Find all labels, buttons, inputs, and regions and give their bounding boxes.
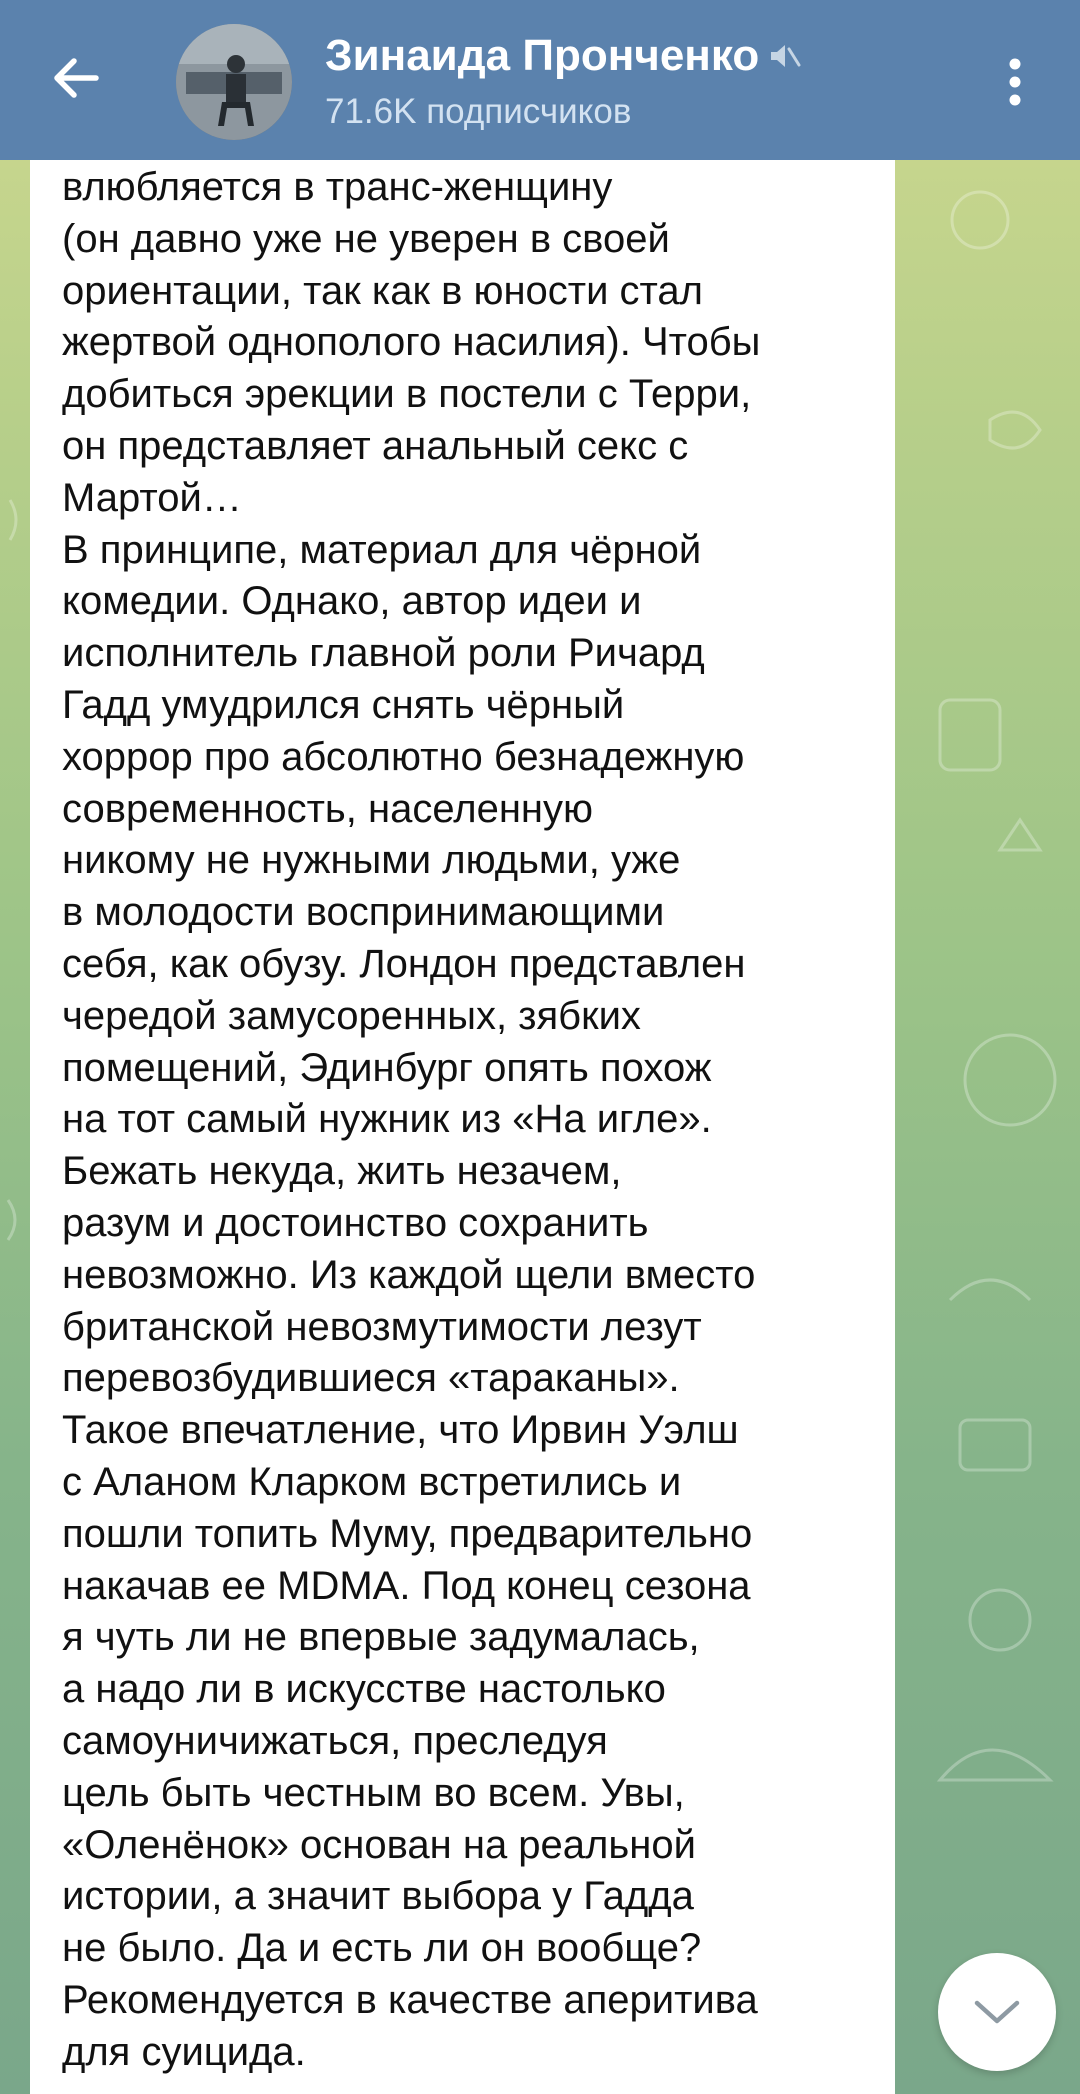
message-line: цель быть честным во всем. Увы, xyxy=(62,1770,685,1815)
message-line: хоррор про абсолютно безнадежную xyxy=(62,734,745,779)
message-line: современность, населенную xyxy=(62,786,594,831)
arrow-left-icon xyxy=(50,52,102,104)
message-line: Рекомендуется в качестве аперитива xyxy=(62,1977,758,2022)
message-line: с Аланом Кларком встретились и xyxy=(62,1459,682,1504)
message-line: себя, как обузу. Лондон представлен xyxy=(62,941,746,986)
message-line: перевозбудившиеся «тараканы». xyxy=(62,1356,680,1401)
subscriber-count: 71.6K подписчиков xyxy=(325,92,632,131)
message-line: В принципе, материал для чёрной xyxy=(62,527,702,572)
message-line: я чуть ли не впервые задумалась, xyxy=(62,1615,700,1660)
more-vertical-icon xyxy=(1005,56,1025,108)
message-line: жертвой однополого насилия). Чтобы xyxy=(62,320,761,365)
message-line: в молодости воспринимающими xyxy=(62,890,665,935)
message-line: истории, а значит выбора у Гадда xyxy=(62,1874,694,1919)
channel-name: Зинаида Пронченко xyxy=(325,31,760,80)
message-line: Мартой… xyxy=(62,475,242,520)
message-line: исполнитель главной роли Ричард xyxy=(62,631,705,676)
message-line: ориентации, так как в юности стал xyxy=(62,268,704,313)
message-line: невозможно. Из каждой щели вместо xyxy=(62,1252,756,1297)
message-line: на тот самый нужник из «На игле». xyxy=(62,1097,712,1142)
message-text xyxy=(62,162,892,2078)
message-line: (он давно уже не уверен в своей xyxy=(62,216,670,261)
message-line: Гадд умудрился снять чёрный xyxy=(62,682,625,727)
message-line: чередой замусоренных, зябких xyxy=(62,993,641,1038)
message-line: накачав ее MDMA. Под конец сезона xyxy=(62,1563,751,1608)
message-line: самоуничижаться, преследуя xyxy=(62,1718,608,1763)
message-line: помещений, Эдинбург опять похож xyxy=(62,1045,712,1090)
message-line: Бежать некуда, жить незачем, xyxy=(62,1149,622,1194)
channel-avatar[interactable] xyxy=(176,24,292,140)
mute-icon xyxy=(767,39,801,73)
message-line: не было. Да и есть ли он вообще? xyxy=(62,1926,702,1971)
chevron-down-icon xyxy=(971,1996,1023,2028)
message-line: пошли топить Муму, предварительно xyxy=(62,1511,753,1556)
message-line: для суицида. xyxy=(62,2029,306,2074)
channel-title[interactable] xyxy=(325,28,801,84)
message-line: а надо ли в искусстве настолько xyxy=(62,1667,666,1712)
message-line: никому не нужными людьми, уже xyxy=(62,838,681,883)
scroll-to-bottom-button[interactable] xyxy=(938,1953,1056,2071)
message-line: он представляет анальный секс с xyxy=(62,423,689,468)
message-line: британской невозмутимости лезут xyxy=(62,1304,702,1349)
message-line: Такое впечатление, что Ирвин Уэлш xyxy=(62,1408,739,1453)
chat-header xyxy=(0,0,1080,160)
message-line: добиться эрекции в постели с Терри, xyxy=(62,372,752,417)
message-bubble[interactable] xyxy=(30,160,895,2094)
message-line: «Оленёнок» основан на реальной xyxy=(62,1822,696,1867)
message-line: влюбляется в транс-женщину xyxy=(62,165,613,209)
back-button[interactable] xyxy=(40,42,112,114)
more-options-button[interactable] xyxy=(985,46,1045,118)
message-line: комедии. Однако, автор идеи и xyxy=(62,579,642,624)
message-line: разум и достоинство сохранить xyxy=(62,1200,649,1245)
avatar-photo xyxy=(176,24,292,140)
